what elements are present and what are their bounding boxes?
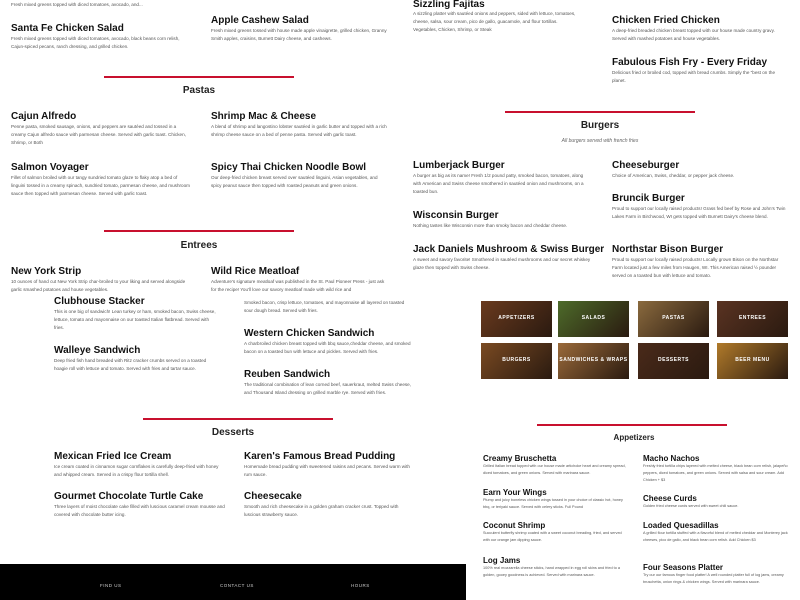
dish-name-chicken-fried: Chicken Fried Chicken bbox=[612, 15, 720, 26]
dish-desc: A burger as big as its name! Fresh 1/2 pound patty, smoked bacon, tomatoes, along with American and Swiss cheese smothered in sautéed onion and mushrooms, on a toasted bun. bbox=[413, 173, 584, 194]
dish-name: Jack Daniels Mushroom & Swiss Burger bbox=[413, 244, 605, 255]
dish-desc: Nothing tastes like Wisconsin more than smoky bacon and cheddar cheese. bbox=[413, 223, 568, 228]
dish-name: New York Strip bbox=[11, 266, 82, 277]
section-title-entrees: Entrees bbox=[180, 240, 218, 251]
dish-name-fajitas: Sizzling Fajitas bbox=[413, 0, 485, 10]
section-title-appetizers: Appetizers bbox=[613, 433, 655, 442]
menu-tile-entrees[interactable]: ENTREES bbox=[717, 301, 788, 337]
menu-tile-desserts[interactable]: DESSERTS bbox=[638, 343, 709, 379]
dish-desc: Adventure's signature meatloaf was published in the St. Paul Pioneer Press - just ask for the recipe! You'll love our savory meatloaf made with wild rice and bbox=[211, 279, 385, 292]
dish-name: Macho Nachos bbox=[643, 454, 700, 463]
dish-desc: Ice cream coated in cinnamon sugar cornflakes is carefully deep-fried with honey and whipped cream. Served in a crispy flour tortilla shell. bbox=[54, 464, 219, 477]
dish-desc: Fresh mixed greens tossed with house made apple vinaigrette, grilled chicken, Granny Smith apples, craisins, Burnett Dairy cheese, and cashews. bbox=[211, 28, 387, 41]
dish-desc: Freshly fried tortilla chips layered with melted cheese, black bean corn relish, jalapeño peppers, diced tomatoes, and green onions. Served with salsa and sour cream. Add Chicken + $3 bbox=[643, 464, 788, 482]
dish-desc: Proud to support our locally raised products! Grass fed beef by Rose and John's Twin Lakes Farm in Birchwood, WI gets topped with Burnett Dairy's cheese blend. bbox=[612, 206, 786, 219]
dish-desc: Proud to support our locally raised products! Locally grown Bison on the Northstar Farm located just a few miles from Haugen, WI. This American raised ½ pounder served on a toasted bun with lettuce and tomato. bbox=[612, 257, 779, 278]
dish-name: Creamy Bruschetta bbox=[483, 454, 557, 463]
dish-desc: Fresh mixed greens topped with diced tomatoes, avocado, and... bbox=[11, 2, 143, 7]
dish-desc: A charbroiled chicken breast topped with bbq sauce,cheddar cheese, and smoked bacon on a toasted bun with lettuce and pickles. Served with fries. bbox=[244, 341, 411, 354]
dish-name-apple-cashew: Apple Cashew Salad bbox=[211, 15, 309, 26]
section-divider bbox=[104, 230, 294, 232]
dish-name: Cheeseburger bbox=[612, 160, 680, 171]
dish-name: Bruncik Burger bbox=[612, 193, 685, 204]
dish-name: Cheese Curds bbox=[643, 494, 697, 503]
dish-desc: A blend of shrimp and langostino lobster sautéed in garlic butter and topped with a rich shrimp cheese sauce on a bed of penne pasta. Served with garlic toast. bbox=[211, 124, 387, 137]
section-divider bbox=[537, 424, 727, 426]
dish-desc: Penne pasta, smoked sausage, onions, and peppers are sautéed and tossed in a creamy Cajun alfredo sauce with parmesan cheese. Served with garlic toast. Chicken, Shrimp, or Both bbox=[11, 124, 186, 145]
dish-name: Clubhouse Stacker bbox=[54, 296, 145, 307]
dish-desc: Succulent butterfly shrimp coated with a sweet coconut breading, fried, and served with our orange jam dipping sauce. bbox=[483, 531, 622, 542]
dish-desc: Deep fried fish hand breaded with Ritz cracker crumbs served on a toasted hoagie roll with lettuce and tomato. Served with fries and tartar sauce. bbox=[54, 358, 207, 371]
menu-tile-sandwiches[interactable]: SANDWICHES & WRAPS bbox=[558, 343, 629, 379]
dish-desc: Delicious fried or broiled cod, topped with bread crumbs. Simply the "best on the planet. bbox=[612, 70, 776, 83]
footer-find-us[interactable]: FIND US bbox=[100, 583, 122, 588]
menu-tile-pastas[interactable]: PASTAS bbox=[638, 301, 709, 337]
dish-name: Wild Rice Meatloaf bbox=[211, 266, 300, 277]
dish-name: Salmon Voyager bbox=[11, 162, 89, 173]
menu-tile-appetizers[interactable]: APPETIZERS bbox=[481, 301, 552, 337]
dish-name: Log Jams bbox=[483, 556, 521, 565]
dish-desc: Plump and juicy boneless chicken wings tossed in your choice of classic hot, honey bbq, or teriyaki sauce. Served with celery sticks. Full Pound bbox=[483, 498, 623, 509]
dish-desc: Homemade bread pudding with sweetened raisins and pecans. Served warm with rum sauce. bbox=[244, 464, 410, 477]
footer-contact-us[interactable]: CONTACT US bbox=[220, 583, 254, 588]
dish-name: Spicy Thai Chicken Noodle Bowl bbox=[211, 162, 367, 173]
dish-name: Walleye Sandwich bbox=[54, 345, 141, 356]
menu-tile-burgers[interactable]: BURGERS bbox=[481, 343, 552, 379]
dish-desc: Smooth and rich cheesecake in a golden graham cracker crust. Topped with luscious strawberry sauce. bbox=[244, 504, 399, 517]
dish-name: Four Seasons Platter bbox=[643, 563, 724, 572]
dish-desc: The traditional combination of lean corned beef, sauerkraut, melted Swiss cheese, and Thousand Island dressing on grilled marble rye. Served with fries. bbox=[244, 382, 411, 395]
dish-name: Northstar Bison Burger bbox=[612, 244, 724, 255]
section-divider bbox=[505, 111, 695, 113]
section-title-desserts: Desserts bbox=[211, 427, 255, 438]
footer-hours[interactable]: HOURS bbox=[351, 583, 370, 588]
dish-desc: A sizzling platter with sautéed onions and peppers, sided with lettuce, tomatoes, cheese, salsa, sour cream, pico de gallo, guacamole, and flour tortillas. Vegetables, Chicken, Shrimp, or Steak bbox=[413, 11, 576, 32]
dish-name: Lumberjack Burger bbox=[413, 160, 505, 171]
dish-name: Mexican Fried Ice Cream bbox=[54, 451, 172, 462]
dish-name: Earn Your Wings bbox=[483, 488, 547, 497]
dish-name: Loaded Quesadillas bbox=[643, 521, 719, 530]
dish-name: Gourmet Chocolate Turtle Cake bbox=[54, 491, 204, 502]
dish-name: Western Chicken Sandwich bbox=[244, 328, 375, 339]
dish-desc: Choice of American, Swiss, cheddar, or pepper jack cheese. bbox=[612, 173, 735, 178]
site-footer bbox=[0, 564, 466, 600]
dish-desc: Fillet of salmon broiled with our tangy sundried tomato glaze to flaky atop a bed of linguini tossed in a creamy spinach, sundried tomato, parmesan cheese, and mushroom sauce then topped with parmesan cheese. Served with garlic toast. bbox=[11, 175, 190, 196]
dish-desc: Fresh mixed greens topped with diced tomatoes, avocado, black beans corn relish, Cajun-spiced pecans, ranch dressing, and grilled chicken. bbox=[11, 36, 180, 49]
dish-desc: Our deep-fried chicken breast served over sautéed linguini, Asian vegetables, and spicy peanut sauce then topped with roasted peanuts and green onions. bbox=[211, 175, 378, 188]
section-title-burgers: Burgers bbox=[580, 120, 620, 131]
section-title-pastas: Pastas bbox=[182, 85, 216, 96]
dish-name: Shrimp Mac & Cheese bbox=[211, 111, 317, 122]
dish-desc: Three layers of moist chocolate cake filled with luscious caramel cream mousse and covered with chocolate butter icing. bbox=[54, 504, 225, 517]
dish-desc: A grilled flour tortilla stuffed with a flavorful blend of melted cheddar and Monterey jack cheeses, pico de gallo, and black bean corn relish. Add Chicken $3 bbox=[643, 531, 788, 542]
dish-name: Wisconsin Burger bbox=[413, 210, 499, 221]
section-divider bbox=[143, 418, 333, 420]
dish-name: Cheesecake bbox=[244, 491, 302, 502]
dish-desc: Try our our famous finger food platter! A well rounded platter full of log jams, creamy bruschetta, onion rings & chicken wings. Served with marinara sauce. bbox=[643, 573, 784, 584]
dish-desc: This is one big of sandwich! Lean turkey or ham, smoked bacon, Swiss cheese, lettuce, tomato and mayonnaise on our toasted Italian flatbread. Served with fries. bbox=[54, 309, 216, 330]
dish-name-fish-fry: Fabulous Fish Fry - Every Friday bbox=[612, 57, 768, 68]
dish-name: Karen's Famous Bread Pudding bbox=[244, 451, 396, 462]
dish-name: Coconut Shrimp bbox=[483, 521, 546, 530]
section-subtitle: All burgers served with french fries bbox=[561, 138, 639, 144]
dish-desc: 100% real mozzarella cheese sticks, hand wrapped in egg roll skins and fried to a golden, gooey goodness is achieved. Served with marinara sauce. bbox=[483, 566, 620, 577]
dish-desc: 10 ounces of hand cut New York Strip char-broiled to your liking and served alongside garlic smashed potatoes and house vegetables. bbox=[11, 279, 186, 292]
dish-desc: A sweet and savory favorite! Smothered in sautéed mushrooms and our secret whiskey glaze then topped with Swiss cheese. bbox=[413, 257, 591, 270]
menu-tile-beer[interactable]: BEER MENU bbox=[717, 343, 788, 379]
dish-name-santa-fe: Santa Fe Chicken Salad bbox=[11, 23, 124, 34]
menu-tile-salads[interactable]: SALADS bbox=[558, 301, 629, 337]
dish-desc: Grilled Italian bread topped with our house made artichoke heart and creamy spread, diced tomatoes, and green onions. Served with marinara sauce. bbox=[483, 464, 626, 475]
dish-name: Cajun Alfredo bbox=[11, 111, 77, 122]
dish-desc: Smoked bacon, crisp lettuce, tomatoes, and mayonnaise all layered on toasted sour dough bread. Served with fries. bbox=[244, 299, 414, 315]
dish-desc: Golden fried cheese curds served with sweet chili sauce. bbox=[643, 504, 739, 508]
dish-desc: A deep-fried breaded chicken breast topped with our house made country gravy. Served with mashed potatoes and house vegetables. bbox=[612, 28, 775, 41]
section-divider bbox=[104, 76, 294, 78]
dish-name: Reuben Sandwich bbox=[244, 369, 331, 380]
